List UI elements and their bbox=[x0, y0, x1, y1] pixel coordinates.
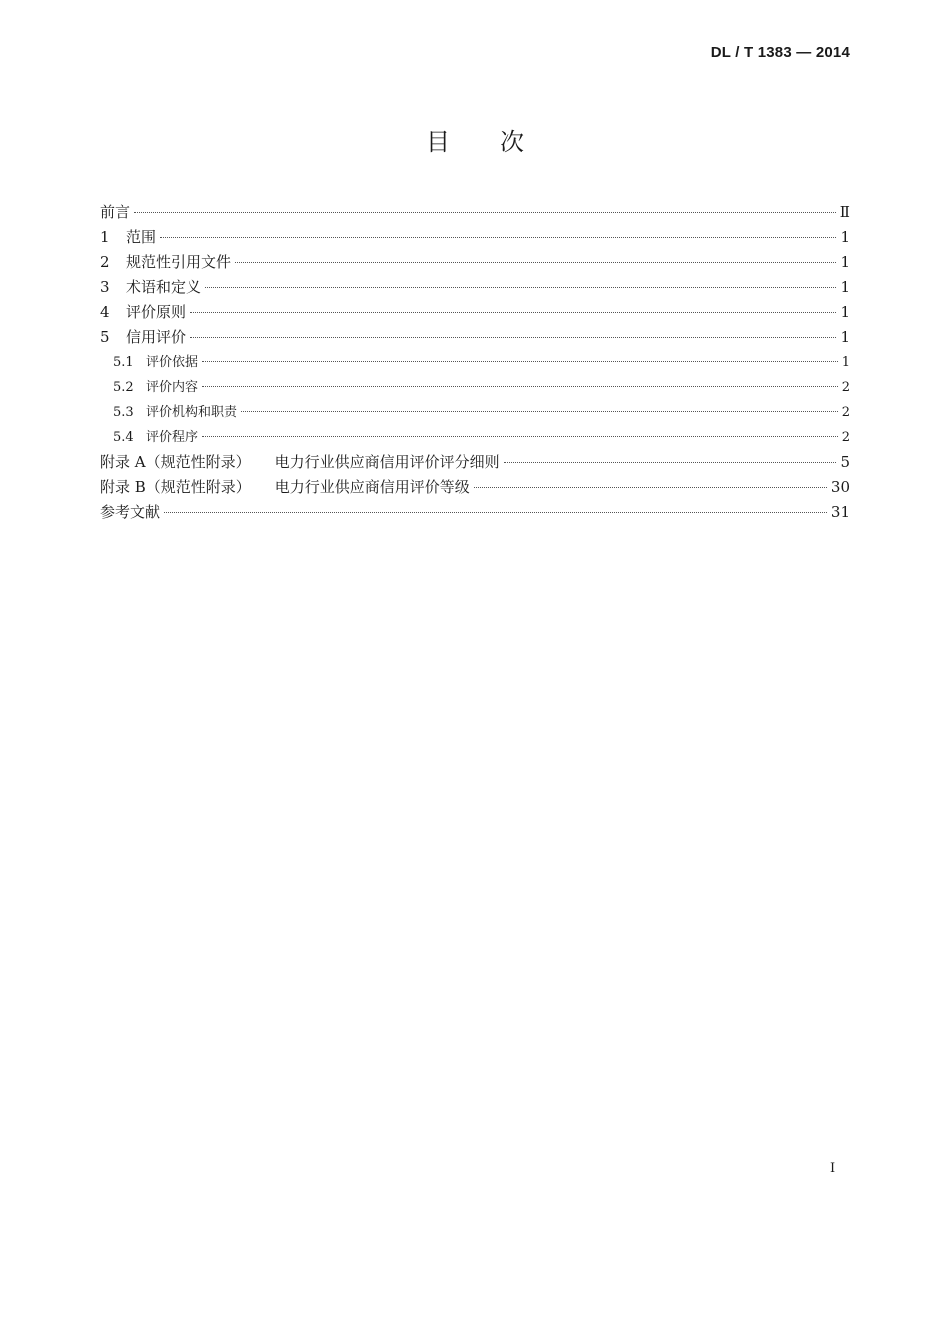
dot-leader bbox=[474, 487, 827, 488]
toc-page-ref: 1 bbox=[840, 228, 850, 246]
toc-entry-3[interactable] bbox=[100, 275, 850, 300]
page-number: I bbox=[830, 1161, 836, 1176]
toc-entry-foreword[interactable] bbox=[100, 200, 850, 225]
toc-appendix-prefix: 附录 A（规范性附录） bbox=[100, 453, 251, 471]
toc-entry-5-1[interactable] bbox=[100, 350, 850, 375]
toc-page-ref: Ⅱ bbox=[839, 203, 850, 221]
dot-leader bbox=[160, 237, 836, 238]
page-title: 目次 bbox=[426, 128, 574, 156]
toc-entry-text: 范围 bbox=[126, 228, 157, 246]
toc-entry-text: 评价机构和职责 bbox=[146, 405, 238, 420]
toc-entry-number: 5 bbox=[100, 328, 110, 346]
dot-leader bbox=[202, 386, 838, 387]
toc-appendix-prefix: 附录 B（规范性附录） bbox=[100, 478, 251, 496]
dot-leader bbox=[190, 312, 836, 313]
toc-entry-number: 5.1 bbox=[113, 355, 134, 370]
toc-page-ref: 1 bbox=[840, 253, 850, 271]
toc-entry-text: 前言 bbox=[100, 203, 131, 221]
toc-entry-text: 电力行业供应商信用评价评分细则 bbox=[274, 453, 500, 471]
table-of-contents bbox=[100, 200, 850, 525]
toc-entry-5-3[interactable] bbox=[100, 400, 850, 425]
toc-entry-text: 评价内容 bbox=[146, 380, 199, 395]
toc-entry-references[interactable] bbox=[100, 500, 850, 525]
toc-page-ref: 1 bbox=[840, 278, 850, 296]
toc-entry-text: 评价原则 bbox=[126, 303, 187, 321]
toc-page-ref: 2 bbox=[841, 405, 850, 420]
toc-entry-number: 4 bbox=[100, 303, 110, 321]
dot-leader bbox=[134, 212, 836, 213]
toc-page-ref: 30 bbox=[830, 478, 850, 496]
toc-entry-number: 5.4 bbox=[113, 430, 134, 445]
toc-page-ref: 1 bbox=[840, 303, 850, 321]
toc-entry-appendix-b[interactable] bbox=[100, 475, 850, 500]
toc-entry-appendix-a[interactable] bbox=[100, 450, 850, 475]
dot-leader bbox=[202, 361, 838, 362]
dot-leader bbox=[205, 287, 836, 288]
toc-page-ref: 1 bbox=[840, 328, 850, 346]
toc-page-ref: 1 bbox=[841, 355, 850, 370]
toc-entry-text: 电力行业供应商信用评价等级 bbox=[274, 478, 470, 496]
toc-entry-number: 2 bbox=[100, 253, 110, 271]
toc-entry-number: 3 bbox=[100, 278, 110, 296]
toc-entry-5-4[interactable] bbox=[100, 425, 850, 450]
toc-entry-number: 1 bbox=[100, 228, 110, 246]
toc-entry-text: 规范性引用文件 bbox=[126, 253, 232, 271]
toc-entry-number: 5.2 bbox=[113, 380, 134, 395]
dot-leader bbox=[504, 462, 837, 463]
toc-page-ref: 5 bbox=[840, 453, 850, 471]
toc-page-ref: 2 bbox=[841, 430, 850, 445]
dot-leader bbox=[235, 262, 836, 263]
toc-entry-5-2[interactable] bbox=[100, 375, 850, 400]
toc-entry-4[interactable] bbox=[100, 300, 850, 325]
toc-page-ref: 2 bbox=[841, 380, 850, 395]
toc-entry-1[interactable] bbox=[100, 225, 850, 250]
dot-leader bbox=[241, 411, 838, 412]
toc-entry-text: 评价依据 bbox=[146, 355, 199, 370]
toc-entry-text: 信用评价 bbox=[126, 328, 187, 346]
dot-leader bbox=[190, 337, 836, 338]
dot-leader bbox=[202, 436, 838, 437]
standard-number: DL / T 1383 — 2014 bbox=[710, 44, 850, 61]
toc-entry-text: 术语和定义 bbox=[126, 278, 202, 296]
toc-entry-text: 参考文献 bbox=[100, 503, 161, 521]
toc-entry-text: 评价程序 bbox=[146, 430, 199, 445]
toc-entry-5[interactable] bbox=[100, 325, 850, 350]
toc-entry-2[interactable] bbox=[100, 250, 850, 275]
dot-leader bbox=[164, 512, 827, 513]
toc-page-ref: 31 bbox=[830, 503, 850, 521]
toc-entry-number: 5.3 bbox=[113, 405, 134, 420]
